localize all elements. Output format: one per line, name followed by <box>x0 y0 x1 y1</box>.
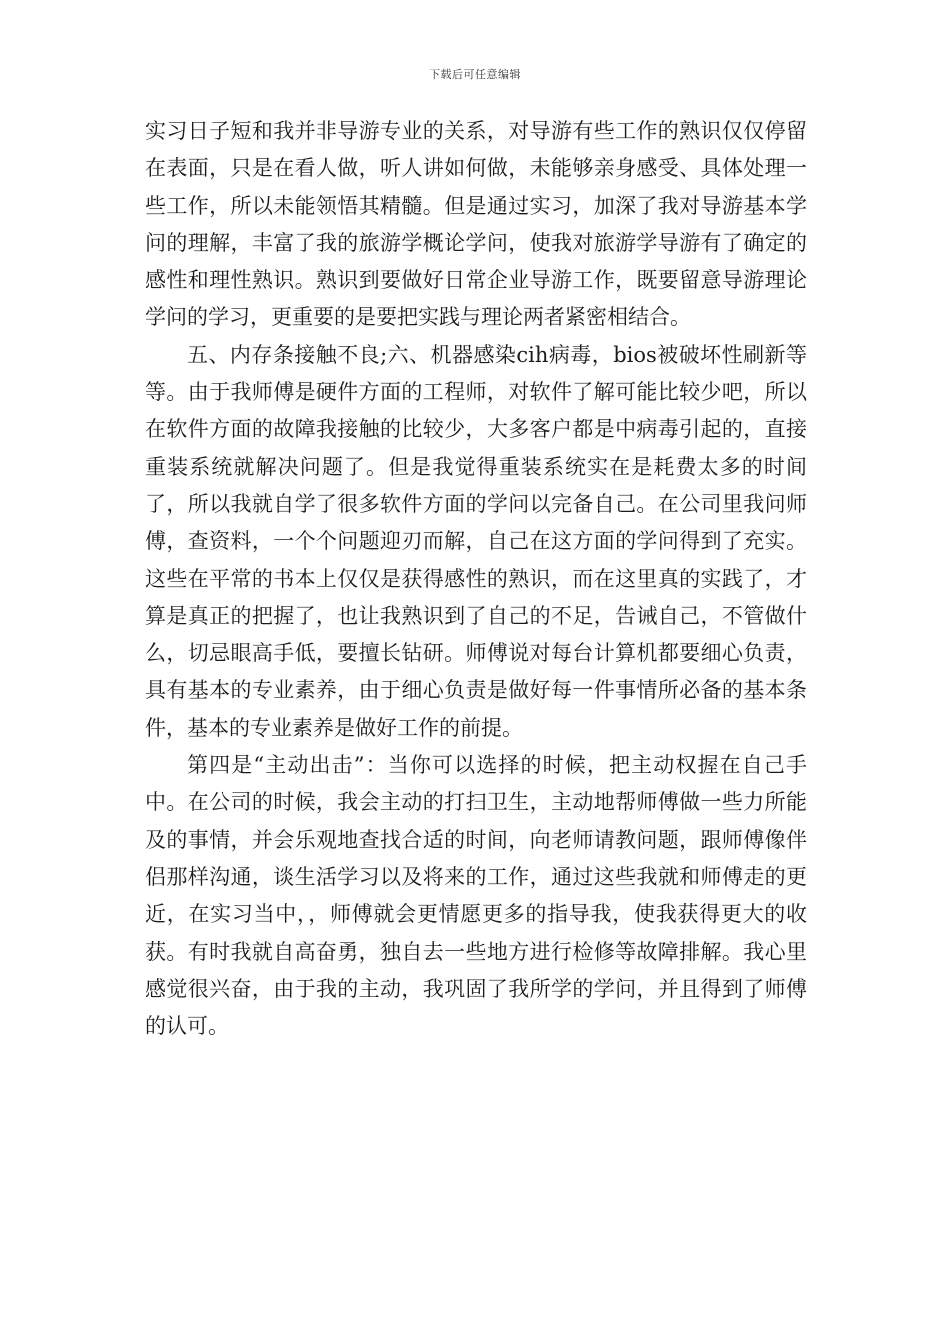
paragraph-take-initiative: 第四是“主动出击”：当你可以选择的时候，把主动权握在自己手中。在公司的时候，我会主动的打扫卫生，主动地帮师傅做一些力所能及的事情，并会乐观地查找合适的时间，向老师请教问题，跟师傅像伴侣那样沟通，谈生活学习以及将来的工作，通过这些我就和师傅走的更近，在实习当中，，师傅就会更情愿更多的指导我，使我获得更大的收获。有时我就自高奋勇，独自去一些地方进行检修等故障排解。我心里感觉很兴奋，由于我的主动，我巩固了我所学的学问，并且得到了师傅的认可。 <box>145 753 807 1039</box>
document-body <box>145 113 807 1045</box>
paragraph-hardware-faults: 五、内存条接触不良;六、机器感染cih病毒，bios被破坏性刷新等等。由于我师傅是硬件方面的工程师，对软件了解可能比较少吧，所以在软件方面的故障我接触的比较少，大多客户都是中病毒引起的，直接重装系统就解决问题了。但是我觉得重装系统实在是耗费太多的时间了，所以我就自学了很多软件方面的学问以完备自己。在公司里我问师傅，查资料，一个个问题迎刃而解，自己在这方面的学问得到了充实。这些在平常的书本上仅仅是获得感性的熟识，而在这里真的实践了，才算是真正的把握了，也让我熟识到了自己的不足，告诫自己，不管做什么，切忌眼高手低，要擅长钻研。师傅说对每台计算机都要细心负责，具有基本的专业素养，由于细心负责是做好每一件事情所必备的基本条件，基本的专业素养是做好工作的前提。 <box>145 342 807 740</box>
paragraph-internship-summary: 实习日子短和我并非导游专业的关系，对导游有些工作的熟识仅仅停留在表面，只是在看人做，听人讲如何做，未能够亲身感受、具体处理一些工作，所以未能领悟其精髓。但是通过实习，加深了我对导游基本学问的理解，丰富了我的旅游学概论学问，使我对旅游学导游有了确定的感性和理性熟识。熟识到要做好日常企业导游工作，既要留意导游理论学问的学习，更重要的是要把实践与理论两者紧密相结合。 <box>145 119 807 330</box>
page-header: 下载后可任意编辑 <box>429 68 521 81</box>
